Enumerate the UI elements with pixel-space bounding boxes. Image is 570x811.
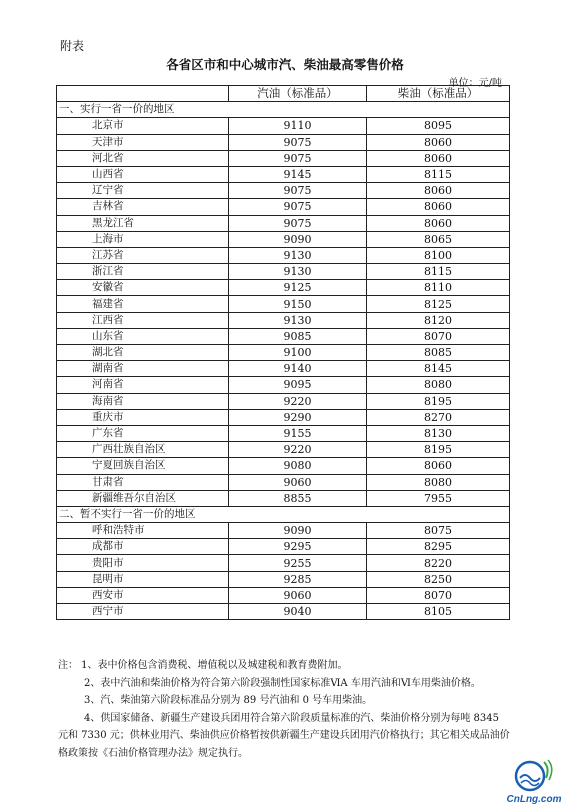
region-name: 重庆市 (57, 409, 229, 425)
diesel-price: 8195 (367, 393, 510, 409)
region-name: 新疆维吾尔自治区 (57, 490, 229, 506)
region-name: 西宁市 (57, 604, 229, 620)
gasoline-price: 9060 (229, 587, 367, 603)
table-row (57, 134, 510, 150)
diesel-price: 8060 (367, 134, 510, 150)
gasoline-price: 9220 (229, 393, 367, 409)
notes (58, 657, 510, 762)
header-cell-gasoline: 汽油（标准品） (229, 86, 367, 102)
diesel-price: 8080 (367, 377, 510, 393)
note-3: 3、汽、柴油第六阶段标准品分别为 89 号汽油和 0 号车用柴油。 (84, 695, 373, 706)
gasoline-price: 9145 (229, 166, 367, 182)
table-row (57, 474, 510, 490)
gasoline-price: 9095 (229, 377, 367, 393)
region-name: 湖南省 (57, 361, 229, 377)
diesel-price: 8295 (367, 539, 510, 555)
diesel-price: 8060 (367, 215, 510, 231)
table-row (57, 393, 510, 409)
region-name: 河北省 (57, 150, 229, 166)
table-row (57, 231, 510, 247)
table-row (57, 199, 510, 215)
table-row (57, 280, 510, 296)
table-row (57, 377, 510, 393)
diesel-price: 8125 (367, 296, 510, 312)
region-name: 江西省 (57, 312, 229, 328)
note-2: 2、表中汽油和柴油价格为符合第六阶段强制性国家标准ⅥA 车用汽油和Ⅵ车用柴油价格。 (84, 677, 481, 689)
gasoline-price: 9150 (229, 296, 367, 312)
appendix-label: 附表 (60, 39, 85, 53)
diesel-price: 8100 (367, 247, 510, 263)
diesel-price: 8095 (367, 118, 510, 134)
diesel-price: 7955 (367, 490, 510, 506)
table-row (57, 312, 510, 328)
table-row (57, 555, 510, 571)
section-label: 一、实行一省一价的地区 (57, 102, 510, 118)
gasoline-price: 9125 (229, 280, 367, 296)
diesel-price: 8105 (367, 604, 510, 620)
region-name: 辽宁省 (57, 183, 229, 199)
table-row (57, 604, 510, 620)
diesel-price: 8070 (367, 328, 510, 344)
gasoline-price: 9130 (229, 312, 367, 328)
section-row (57, 102, 510, 118)
region-name: 贵阳市 (57, 555, 229, 571)
gasoline-price: 9140 (229, 361, 367, 377)
diesel-price: 8220 (367, 555, 510, 571)
region-name: 福建省 (57, 296, 229, 312)
diesel-price: 8065 (367, 231, 510, 247)
section-row (57, 506, 510, 522)
table-row (57, 539, 510, 555)
diesel-price: 8270 (367, 409, 510, 425)
region-name: 吉林省 (57, 199, 229, 215)
cnlng-logo-icon (506, 756, 562, 806)
gasoline-price: 9040 (229, 604, 367, 620)
table-row (57, 571, 510, 587)
diesel-price: 8085 (367, 345, 510, 361)
region-name: 黑龙江省 (57, 215, 229, 231)
region-name: 山西省 (57, 166, 229, 182)
diesel-price: 8060 (367, 199, 510, 215)
logo-text: CnLng.com (506, 794, 562, 805)
table-row (57, 118, 510, 134)
table-row (57, 328, 510, 344)
gasoline-price: 9090 (229, 231, 367, 247)
region-name: 成都市 (57, 539, 229, 555)
region-name: 上海市 (57, 231, 229, 247)
diesel-price: 8075 (367, 523, 510, 539)
header-cell-region (57, 86, 229, 102)
gasoline-price: 9295 (229, 539, 367, 555)
gasoline-price: 9080 (229, 458, 367, 474)
table-row (57, 523, 510, 539)
table-row (57, 345, 510, 361)
gasoline-price: 9130 (229, 264, 367, 280)
region-name: 昆明市 (57, 571, 229, 587)
table-row (57, 150, 510, 166)
diesel-price: 8250 (367, 571, 510, 587)
region-name: 广西壮族自治区 (57, 442, 229, 458)
gasoline-price: 9255 (229, 555, 367, 571)
price-table (56, 85, 510, 620)
diesel-price: 8110 (367, 280, 510, 296)
diesel-price: 8115 (367, 264, 510, 280)
table-row (57, 166, 510, 182)
region-name: 浙江省 (57, 264, 229, 280)
gasoline-price: 9130 (229, 247, 367, 263)
region-name: 江苏省 (57, 247, 229, 263)
gasoline-price: 9060 (229, 474, 367, 490)
diesel-price: 8080 (367, 474, 510, 490)
gasoline-price: 9110 (229, 118, 367, 134)
table-row (57, 361, 510, 377)
gasoline-price: 9155 (229, 425, 367, 441)
section-label: 二、暂不实行一省一价的地区 (57, 506, 510, 522)
region-name: 西安市 (57, 587, 229, 603)
diesel-price: 8060 (367, 183, 510, 199)
note-1: 注： 1、表中价格包含消费税、增值税以及城建税和教育费附加。 (58, 660, 348, 671)
region-name: 北京市 (57, 118, 229, 134)
table-row (57, 442, 510, 458)
unit-label: 单位：元/吨 (448, 78, 502, 89)
diesel-price: 8195 (367, 442, 510, 458)
gasoline-price: 9290 (229, 409, 367, 425)
region-name: 广东省 (57, 425, 229, 441)
diesel-price: 8120 (367, 312, 510, 328)
diesel-price: 8145 (367, 361, 510, 377)
table-row (57, 490, 510, 506)
region-name: 河南省 (57, 377, 229, 393)
table-row (57, 247, 510, 263)
diesel-price: 8130 (367, 425, 510, 441)
table-row (57, 215, 510, 231)
table-row (57, 409, 510, 425)
region-name: 海南省 (57, 393, 229, 409)
region-name: 甘肃省 (57, 474, 229, 490)
gasoline-price: 9285 (229, 571, 367, 587)
diesel-price: 8115 (367, 166, 510, 182)
region-name: 安徽省 (57, 280, 229, 296)
diesel-price: 8070 (367, 587, 510, 603)
region-name: 湖北省 (57, 345, 229, 361)
table-row (57, 183, 510, 199)
gasoline-price: 9075 (229, 150, 367, 166)
gasoline-price: 9075 (229, 183, 367, 199)
gasoline-price: 9090 (229, 523, 367, 539)
gasoline-price: 9075 (229, 199, 367, 215)
header-cell-diesel: 柴油（标准品） (367, 86, 510, 102)
table-row (57, 264, 510, 280)
gasoline-price: 9085 (229, 328, 367, 344)
region-name: 宁夏回族自治区 (57, 458, 229, 474)
region-name: 天津市 (57, 134, 229, 150)
table-row (57, 296, 510, 312)
table-row (57, 458, 510, 474)
table-row (57, 587, 510, 603)
gasoline-price: 9220 (229, 442, 367, 458)
region-name: 山东省 (57, 328, 229, 344)
gasoline-price: 9100 (229, 345, 367, 361)
table-row (57, 425, 510, 441)
region-name: 呼和浩特市 (57, 523, 229, 539)
diesel-price: 8060 (367, 458, 510, 474)
page-title: 各省区市和中心城市汽、柴油最高零售价格 (166, 57, 404, 72)
gasoline-price: 9075 (229, 134, 367, 150)
diesel-price: 8060 (367, 150, 510, 166)
table-header-row (57, 86, 510, 102)
gasoline-price: 8855 (229, 490, 367, 506)
note-4: 4、供国家储备、新疆生产建设兵团用符合第六阶段质量标准的汽、柴油价格分别为每吨 8345 元和 7330 元；供林业用汽、柴油供应价格暂按供新疆生产建设兵团用汽价格执行；其它相关成品油价格政策按《石油价格管理办法》规定执行。 (58, 712, 510, 759)
gasoline-price: 9075 (229, 215, 367, 231)
